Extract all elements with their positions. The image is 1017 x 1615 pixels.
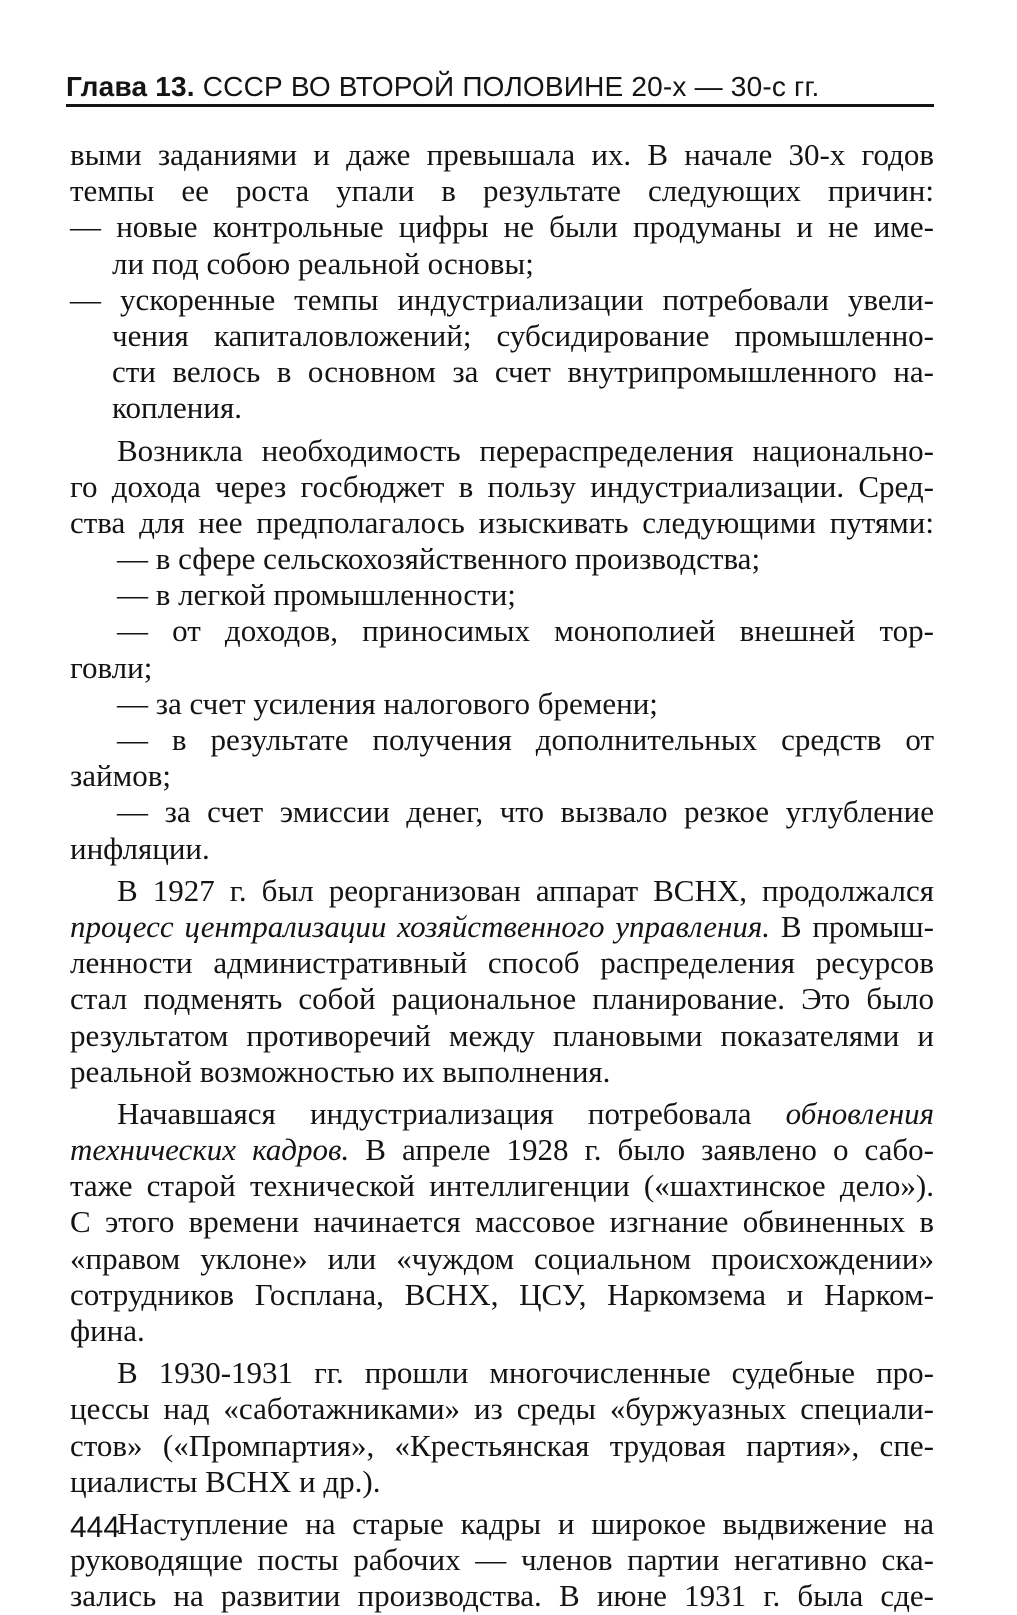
page-number: 444 (70, 1511, 121, 1544)
text-line: таже старой технической интеллигенции («шахтинское дело»). (70, 1168, 934, 1204)
text-line: — от доходов, приносимых монополией внешней тор- (117, 613, 934, 649)
text-line: руководящие посты рабочих — членов партии негативно ска- (70, 1542, 934, 1578)
body-text (70, 137, 934, 1615)
text-line: — ускоренные темпы индустриализации потребовали увели- (70, 281, 934, 317)
text-line: циалисты ВСНХ и др.). (70, 1463, 381, 1499)
italic-term: технических кадров. (70, 1132, 350, 1168)
running-header (66, 70, 934, 104)
text-line: — в сфере сельскохозяйственного производства; (117, 541, 761, 577)
header-rule (66, 104, 934, 107)
text-line: выми заданиями и даже превышала их. В начале 30-х годов (70, 137, 934, 172)
text-line: Наступление на старые кадры и широкое выдвижение на (117, 1505, 934, 1541)
text-line: стал подменять собой рациональное планирование. Это было (70, 981, 934, 1017)
text-line: го дохода через госбюджет в пользу индустриализации. Сред- (70, 468, 934, 504)
text-line: инфляции. (70, 830, 210, 866)
italic-term: обновления (785, 1095, 934, 1131)
text-line: процесс централизации хозяйственного управления. В промыш- (70, 908, 934, 944)
text-line: сотрудников Госплана, ВСНХ, ЦСУ, Наркомзема и Нарком- (70, 1276, 934, 1312)
text-line: — в легкой промышленности; (117, 577, 516, 613)
text-line: — за счет усиления налогового бремени; (117, 685, 658, 721)
text-line: В 1927 г. был реорганизован аппарат ВСНХ, продолжался (117, 872, 934, 908)
text-line: ленности административный способ распределения ресурсов (70, 945, 934, 981)
text-line: ства для нее предполагалось изыскивать следующими путями: (70, 504, 934, 540)
text-line: ли под собою реальной основы; (112, 245, 534, 281)
text-line: «правом уклоне» или «чуждом социальном происхождении» (70, 1240, 934, 1276)
text-line: займов; (70, 758, 171, 794)
text-line: результатом противоречий между плановыми показателями и (70, 1017, 934, 1053)
italic-term: процесс централизации хозяйственного управления. (70, 908, 771, 944)
text-line: стов» («Промпартия», «Крестьянская трудовая партия», спе- (70, 1427, 934, 1463)
text-line: Возникла необходимость перераспределения национально- (117, 432, 934, 468)
text-line: — в результате получения дополнительных средств от (117, 722, 934, 757)
text-line: В 1930-1931 гг. прошли многочисленные судебные про- (117, 1355, 934, 1391)
text-line: — за счет эмиссии денег, что вызвало резкое углубление (117, 794, 934, 830)
text-line: чения капиталовложений; субсидирование промышленно- (112, 317, 934, 353)
text-line: темпы ее роста упали в результате следующих причин: (70, 173, 934, 209)
text-line: говли; (70, 649, 153, 685)
text-line: сти велось в основном за счет внутрипромышленного на- (112, 354, 934, 390)
text-line: — новые контрольные цифры не были продуманы и не име- (70, 209, 934, 245)
text-line: С этого времени начинается массовое изгнание обвиненных в (70, 1204, 934, 1240)
chapter-number: Глава 13. (66, 71, 195, 102)
text-line: копления. (112, 390, 242, 426)
text-line: фина. (70, 1313, 145, 1348)
text-line: Начавшаяся индустриализация потребовала обновления (117, 1095, 934, 1131)
text-line: реальной возможностью их выполнения. (70, 1053, 611, 1089)
chapter-title: СССР ВО ВТОРОЙ ПОЛОВИНЕ 20-х — 30-с гг. (202, 71, 820, 102)
text-line: технических кадров. В апреле 1928 г. было заявлено о сабо- (70, 1132, 934, 1168)
text-line: зались на развитии производства. В июне 1931 г. была сде- (70, 1578, 934, 1614)
text-line: цессы над «саботажниками» из среды «буржуазных специали- (70, 1391, 934, 1427)
